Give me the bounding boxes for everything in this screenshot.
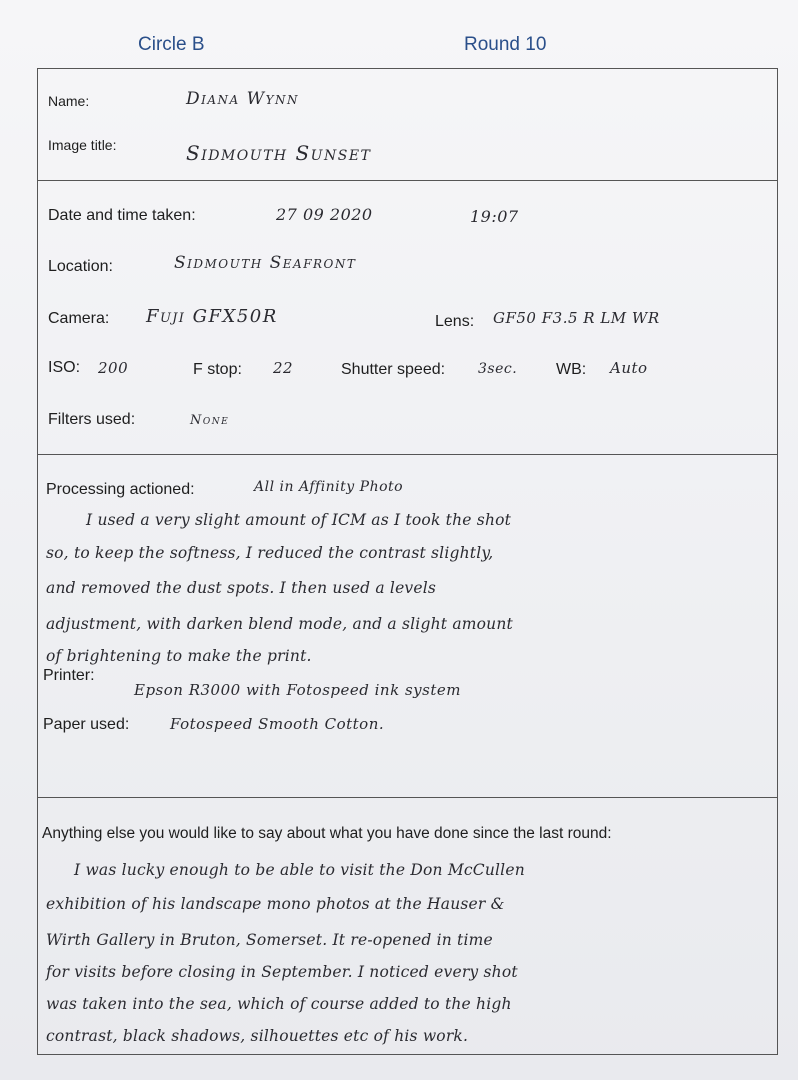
filters-value: None bbox=[190, 413, 230, 428]
fstop-label: F stop: bbox=[193, 361, 242, 378]
divider-2 bbox=[38, 454, 777, 455]
printer-label: Printer: bbox=[43, 667, 95, 684]
filters-label: Filters used: bbox=[48, 411, 136, 428]
processing-line: and removed the dust spots. I then used a levels bbox=[46, 579, 437, 597]
shutter-label: Shutter speed: bbox=[341, 361, 446, 378]
round-heading: Round 10 bbox=[464, 34, 547, 55]
processing-line: of brightening to make the print. bbox=[46, 647, 312, 665]
printer-value: Epson R3000 with Fotospeed ink system bbox=[134, 681, 461, 699]
circle-heading: Circle B bbox=[138, 34, 205, 55]
wb-label: WB: bbox=[556, 361, 587, 378]
lens-value: GF50 F3.5 R LM WR bbox=[493, 309, 660, 327]
else-line: Wirth Gallery in Bruton, Somerset. It re-opened in time bbox=[46, 931, 493, 949]
else-line: exhibition of his landscape mono photos at the Hauser & bbox=[46, 895, 505, 913]
iso-value: 200 bbox=[98, 359, 129, 377]
processing-value: All in Affinity Photo bbox=[254, 479, 404, 495]
location-value: Sidmouth Seafront bbox=[174, 253, 357, 273]
else-label: Anything else you would like to say about what you have done since the last round: bbox=[42, 825, 612, 842]
fstop-value: 22 bbox=[273, 359, 294, 377]
paper-label: Paper used: bbox=[43, 716, 130, 733]
divider-1 bbox=[38, 180, 777, 181]
iso-label: ISO: bbox=[48, 359, 81, 376]
wb-value: Auto bbox=[610, 359, 648, 377]
else-line: contrast, black shadows, silhouettes etc of his work. bbox=[46, 1027, 469, 1045]
processing-label: Processing actioned: bbox=[46, 481, 195, 498]
shutter-value: 3sec. bbox=[478, 361, 518, 377]
datetime-label: Date and time taken: bbox=[48, 207, 196, 224]
lens-label: Lens: bbox=[435, 313, 475, 330]
paper-value: Fotospeed Smooth Cotton. bbox=[170, 715, 385, 733]
else-line: I was lucky enough to be able to visit the Don McCullen bbox=[74, 861, 525, 879]
title-value: Sidmouth Sunset bbox=[186, 141, 372, 165]
processing-line: adjustment, with darken blend mode, and a slight amount bbox=[46, 615, 513, 633]
else-line: for visits before closing in September. I noticed every shot bbox=[46, 963, 518, 981]
processing-line: I used a very slight amount of ICM as I took the shot bbox=[86, 511, 512, 529]
name-label: Name: bbox=[48, 93, 90, 109]
camera-label: Camera: bbox=[48, 310, 110, 327]
divider-3 bbox=[38, 797, 777, 798]
camera-value: Fuji GFX50R bbox=[146, 306, 278, 327]
date-value: 27 09 2020 bbox=[276, 205, 373, 224]
entry-form bbox=[37, 68, 778, 1055]
processing-line: so, to keep the softness, I reduced the contrast slightly, bbox=[46, 544, 494, 562]
name-value: Diana Wynn bbox=[186, 89, 300, 109]
else-line: was taken into the sea, which of course added to the high bbox=[46, 995, 512, 1013]
title-label: Image title: bbox=[48, 137, 117, 153]
location-label: Location: bbox=[48, 258, 113, 275]
time-value: 19:07 bbox=[470, 207, 519, 226]
